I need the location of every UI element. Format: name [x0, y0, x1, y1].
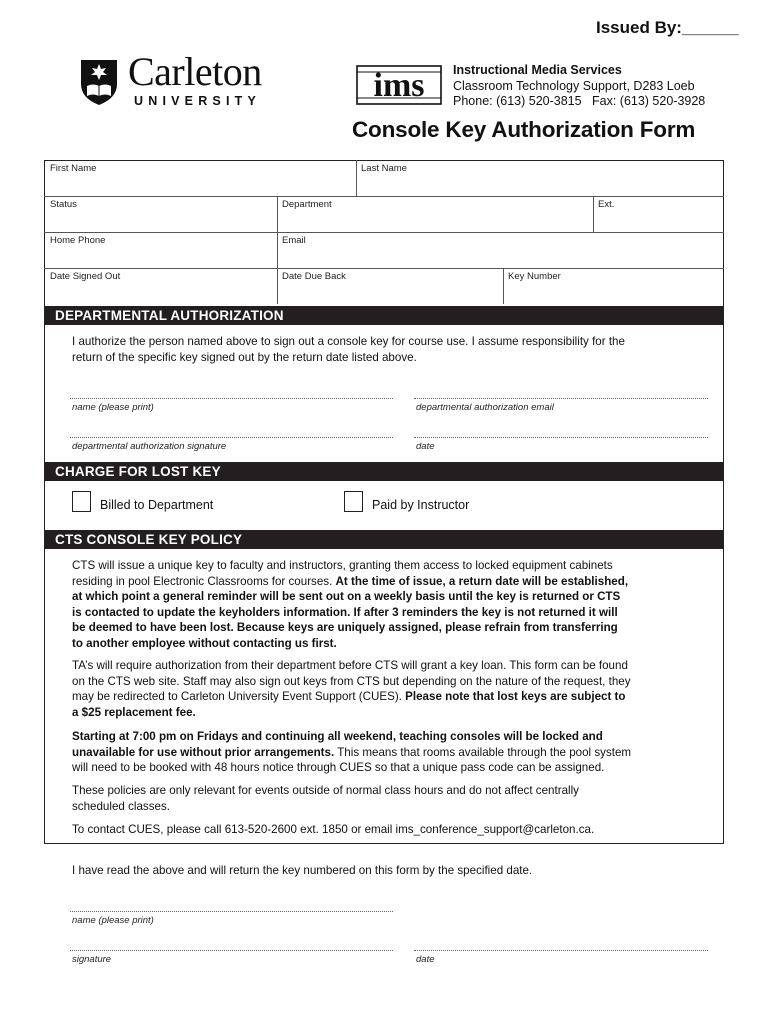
ims-phone: Phone: (613) 520-3815 [453, 94, 582, 108]
policy-text-bold: a $25 replacement fee. [72, 705, 196, 719]
policy-text-line: on the CTS web site. Staff may also sign out keys from CTS but depending on the nature of the request, they [72, 674, 631, 688]
dept-auth-text-line: I authorize the person named above to sign out a console key for course use. I assume responsibility for the [72, 335, 625, 348]
policy-contact: To contact CUES, please call 613-520-2600 ext. 1850 or email ims_conference_support@carleton.ca. [72, 823, 595, 836]
policy-text: This means that rooms available through the pool system [334, 745, 632, 759]
name-signature-line[interactable] [70, 398, 393, 399]
carleton-wordmark: Carleton [128, 49, 262, 94]
email-field[interactable]: Email [282, 235, 306, 246]
ims-department: Instructional Media Services [453, 63, 622, 77]
policy-text-line: will need to be booked with 48 hours notice through CUES so that a unique pass code can be assigned. [72, 761, 605, 774]
dept-signature-line[interactable] [70, 437, 393, 438]
ims-logo-text: ims [373, 67, 425, 104]
ack-signature-label: signature [72, 954, 112, 965]
policy-text-bold: Please note that lost keys are subject to [405, 690, 626, 703]
name-print-label: name (please print) [72, 402, 154, 413]
policy-text: may be redirected to Carleton University Event Support (CUES). [72, 690, 406, 703]
policy-paragraph-3 [72, 729, 702, 776]
issued-by-label: Issued By:______ [596, 18, 739, 37]
ack-signature-line[interactable] [70, 950, 393, 951]
policy-text-bold: At the time of issue, a return date will be established, [335, 574, 629, 588]
dept-email-signature-line[interactable] [414, 398, 708, 399]
dept-date-label: date [416, 441, 435, 452]
dept-email-label: departmental authorization email [416, 402, 554, 413]
acknowledgement-text: I have read the above and will return the key numbered on this form by the specified date. [72, 864, 533, 877]
date-due-back-field[interactable]: Date Due Back [282, 271, 346, 282]
dept-auth-text [72, 334, 702, 365]
policy-text-bold: is contacted to update the keyholders information. If after 3 reminders the key is not returned it will [72, 605, 618, 619]
status-field[interactable]: Status [50, 199, 77, 210]
ims-contact-block [453, 63, 705, 110]
policy-text-line: CTS will issue a unique key to faculty and instructors, granting them access to locked equipment cabinets [72, 559, 613, 572]
policy-text-bold: unavailable for use without prior arrangements. [72, 745, 335, 759]
home-phone-field[interactable]: Home Phone [50, 235, 106, 246]
dept-date-line[interactable] [414, 437, 708, 438]
dept-auth-text-line: return of the specific key signed out by the return date listed above. [72, 350, 417, 364]
last-name-field[interactable]: Last Name [361, 163, 407, 174]
date-signed-out-field[interactable]: Date Signed Out [50, 271, 121, 282]
lost-key-heading: CHARGE FOR LOST KEY [45, 462, 723, 481]
ims-logo [356, 62, 442, 106]
ack-date-line[interactable] [414, 950, 708, 951]
carleton-crest-icon [78, 56, 120, 106]
ack-name-line[interactable] [70, 911, 393, 912]
policy-paragraph-1 [72, 558, 702, 651]
department-field[interactable]: Department [282, 199, 332, 210]
policy-paragraph-4 [72, 783, 702, 814]
dept-auth-heading: DEPARTMENTAL AUTHORIZATION [45, 306, 723, 325]
ims-fax: Fax: (613) 520-3928 [592, 94, 706, 108]
paid-by-instructor-label: Paid by Instructor [372, 498, 470, 512]
key-number-field[interactable]: Key Number [508, 271, 561, 282]
billed-to-department-checkbox[interactable] [72, 491, 91, 512]
ack-name-label: name (please print) [72, 915, 154, 926]
paid-by-instructor-checkbox[interactable] [344, 491, 363, 512]
ims-address: Classroom Technology Support, D283 Loeb [453, 78, 695, 93]
dept-signature-label: departmental authorization signature [72, 441, 227, 452]
policy-heading: CTS CONSOLE KEY POLICY [45, 530, 723, 549]
policy-text-line: TA’s will require authorization from their department before CTS will grant a key loan. This form can be found [72, 659, 628, 672]
ack-date-label: date [416, 954, 435, 965]
policy-text-line: scheduled classes. [72, 799, 170, 813]
university-wordmark: UNIVERSITY [134, 94, 262, 108]
form-title: Console Key Authorization Form [352, 117, 696, 142]
policy-text-bold: at which point a general reminder will be sent out on a weekly basis until the key is returned or CTS [72, 590, 621, 603]
policy-text: residing in pool Electronic Classrooms for courses. [72, 574, 336, 588]
policy-text-line: These policies are only relevant for events outside of normal class hours and do not affect centrally [72, 784, 579, 797]
policy-text-bold: Starting at 7:00 pm on Fridays and continuing all weekend, teaching consoles will be locked and [72, 730, 603, 743]
policy-text-bold: be deemed to have been lost. Because keys are uniquely assigned, please refrain from transferring [72, 621, 618, 634]
ext-field[interactable]: Ext. [598, 199, 615, 210]
policy-paragraph-2 [72, 658, 702, 720]
policy-text-bold: to another employee without contacting us first. [72, 636, 337, 650]
first-name-field[interactable]: First Name [50, 163, 97, 174]
billed-to-department-label: Billed to Department [100, 498, 214, 512]
